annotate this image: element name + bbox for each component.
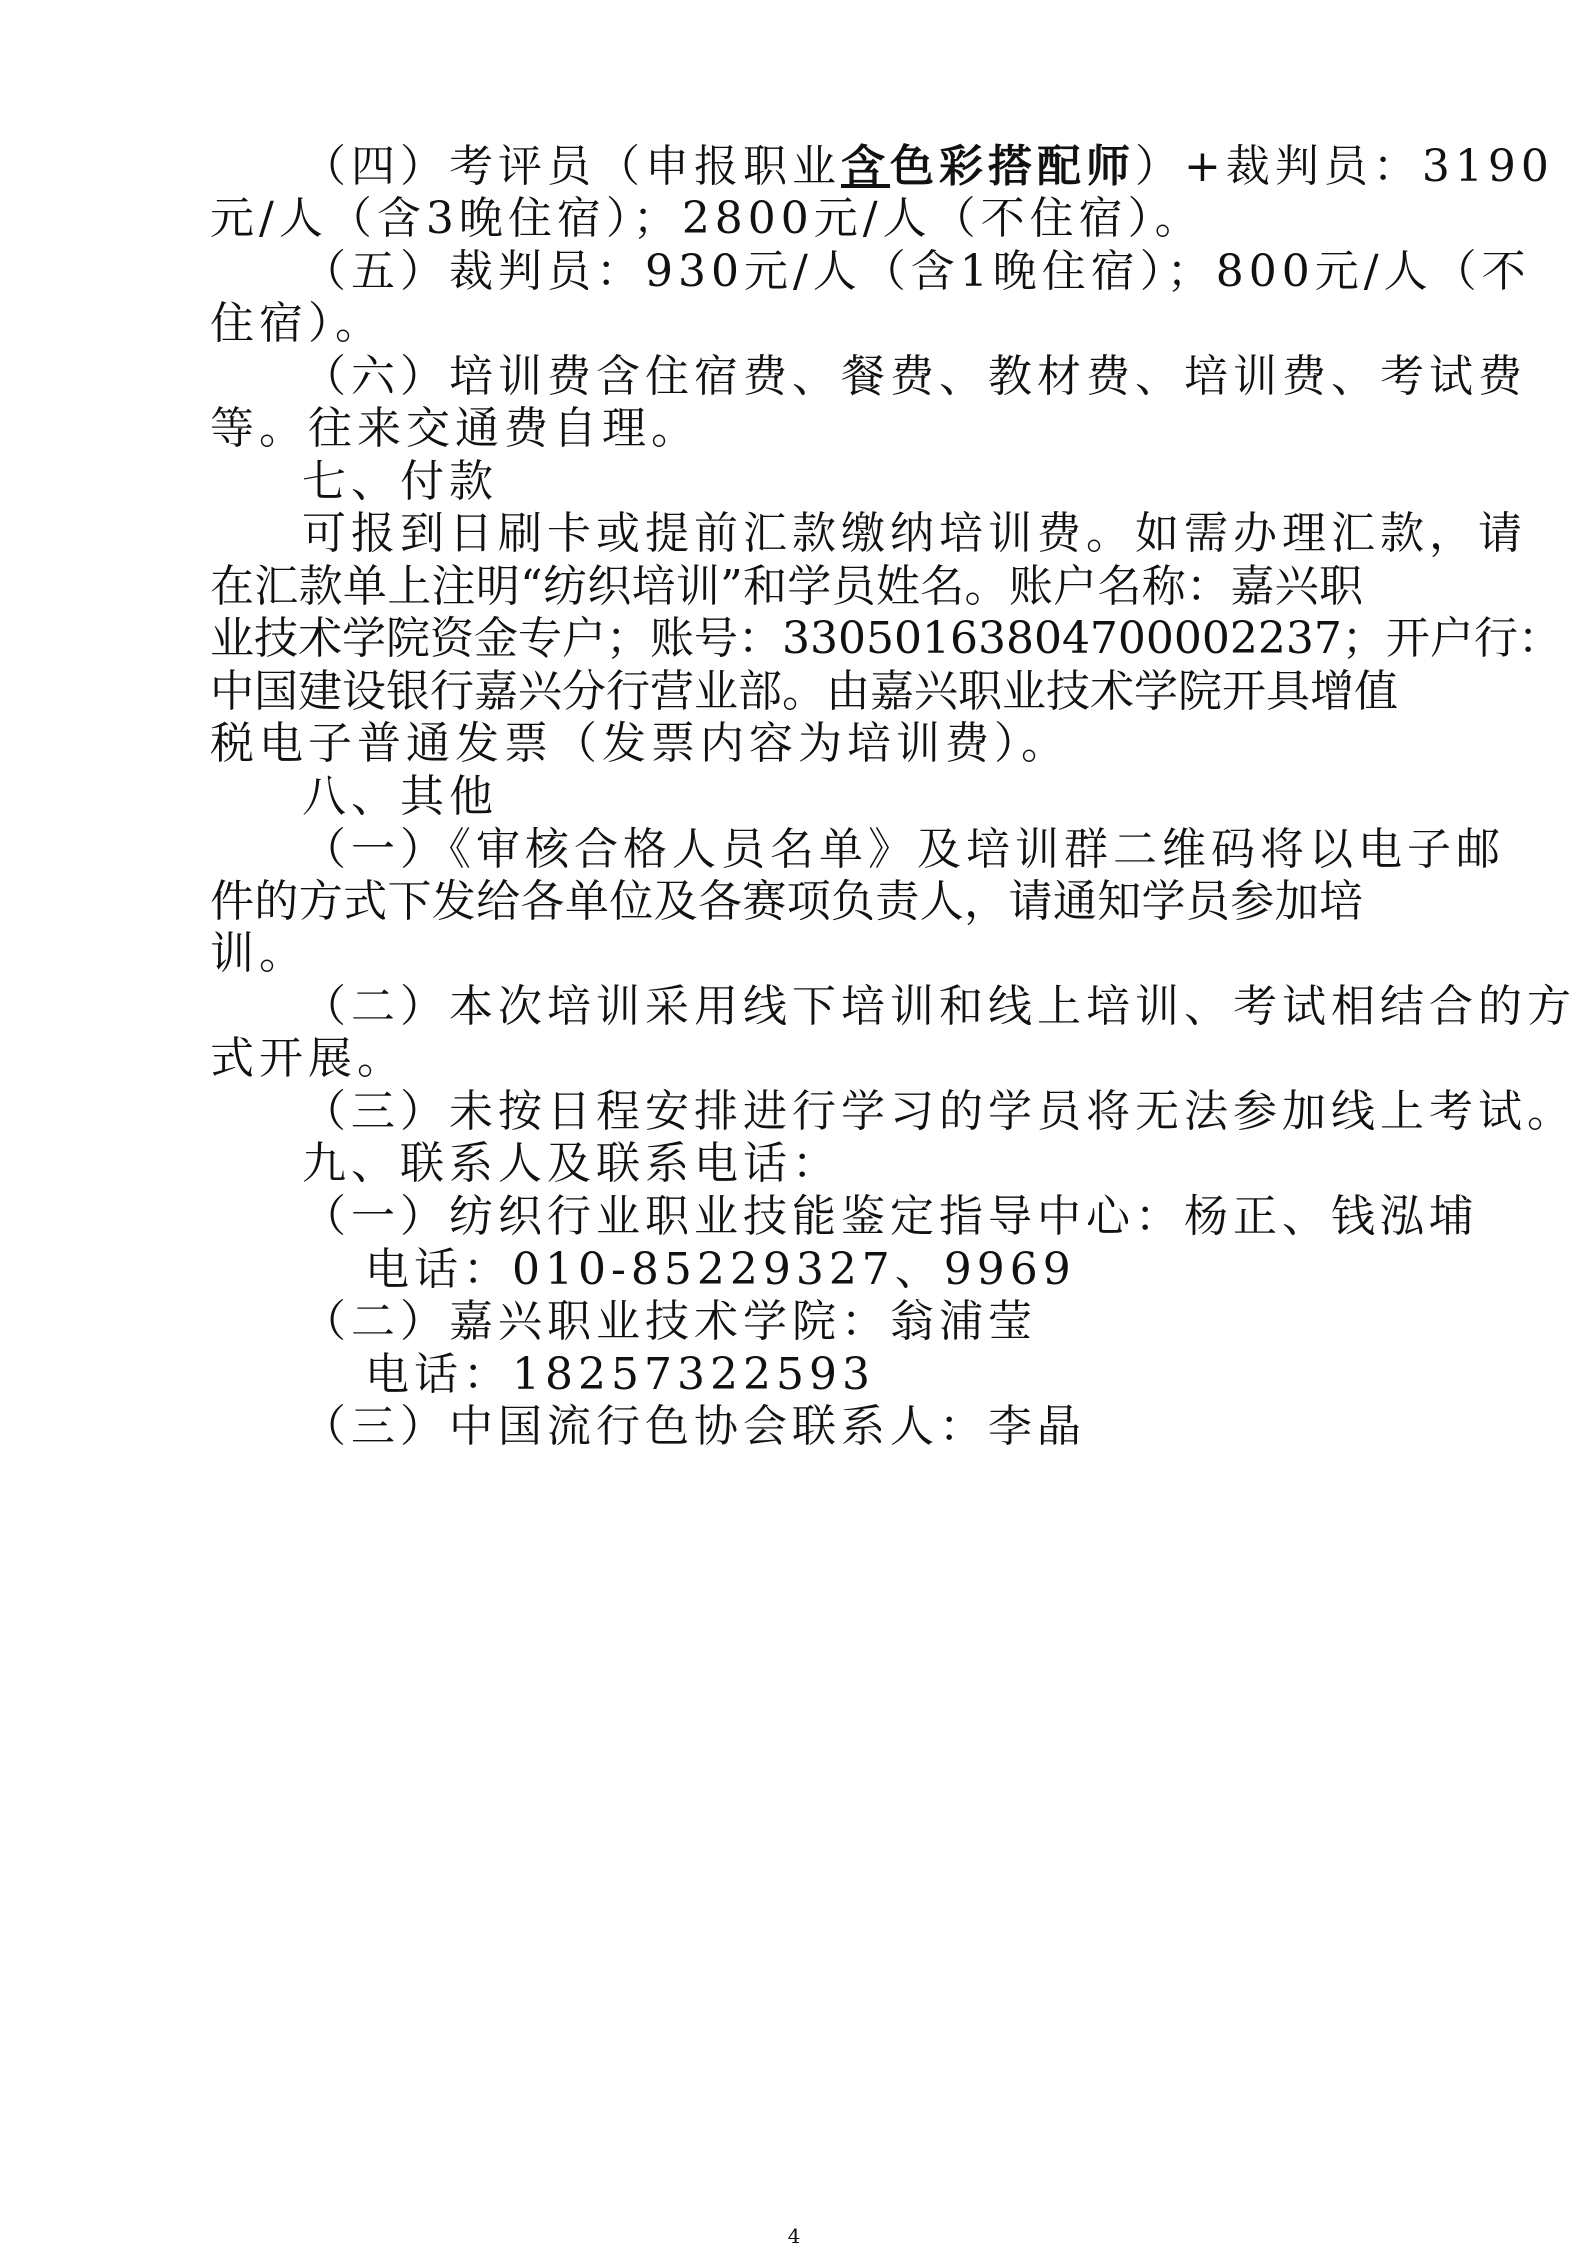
item4-line1 xyxy=(302,141,1554,192)
item6-line2: 等。往来交通费自理。 xyxy=(210,403,700,454)
payment-line-3: 业技术学院资金专户；账号：33050163804700002237；开户行： xyxy=(210,613,1562,664)
payment-line-2: 在汇款单上注明“纺织培训”和学员姓名。账户名称：嘉兴职 xyxy=(210,561,1363,612)
payment-line-5: 税电子普通发票（发票内容为培训费）。 xyxy=(210,718,1070,769)
contact-2-phone: 电话：18257322593 xyxy=(365,1349,875,1400)
payment-line-4: 中国建设银行嘉兴分行营业部。由嘉兴职业技术学院开具增值 xyxy=(210,666,1398,717)
item5-line1: （五）裁判员：930元/人（含1晚住宿）；800元/人（不 xyxy=(302,246,1531,297)
other-item2-line2: 式开展。 xyxy=(210,1033,406,1084)
contact-1-line: （一）纺织行业职业技能鉴定指导中心：杨正、钱泓埔 xyxy=(302,1191,1478,1242)
other-item1-line2: 件的方式下发给各单位及各赛项负责人，请通知学员参加培 xyxy=(210,876,1363,927)
contact-2-line: （二）嘉兴职业技术学院：翁浦莹 xyxy=(302,1296,1037,1347)
payment-line-1: 可报到日刷卡或提前汇款缴纳培训费。如需办理汇款，请 xyxy=(302,508,1527,559)
item4-underline-char: 含 xyxy=(841,141,890,192)
other-heading: 八、其他 xyxy=(302,771,498,822)
item6-line1: （六）培训费含住宿费、餐费、教材费、培训费、考试费 xyxy=(302,351,1527,402)
contact-1-phone: 电话：010-85229327、9969 xyxy=(365,1244,1076,1295)
contacts-heading: 九、联系人及联系电话： xyxy=(302,1138,841,1189)
item4-prefix: （四）考评员（申报职业 xyxy=(302,141,841,192)
item4-bold-part: 色彩搭配师 xyxy=(890,141,1135,192)
page-number: 4 xyxy=(787,2224,801,2248)
item4-line2: 元/人（含3晚住宿）；2800元/人（不住宿）。 xyxy=(210,193,1204,244)
contact-3-line: （三）中国流行色协会联系人：李晶 xyxy=(302,1401,1086,1452)
item4-suffix: ）+裁判员：3190 xyxy=(1135,141,1554,192)
payment-heading: 七、付款 xyxy=(302,456,498,507)
other-item2-line1: （二）本次培训采用线下培训和线上培训、考试相结合的方 xyxy=(302,981,1576,1032)
other-item1-line1: （一）《审核合格人员名单》及培训群二维码将以电子邮 xyxy=(302,824,1505,875)
item5-line2: 住宿）。 xyxy=(210,298,384,349)
other-item3: （三）未按日程安排进行学习的学员将无法参加线上考试。 xyxy=(302,1086,1576,1137)
other-item1-line3: 训。 xyxy=(210,928,308,979)
